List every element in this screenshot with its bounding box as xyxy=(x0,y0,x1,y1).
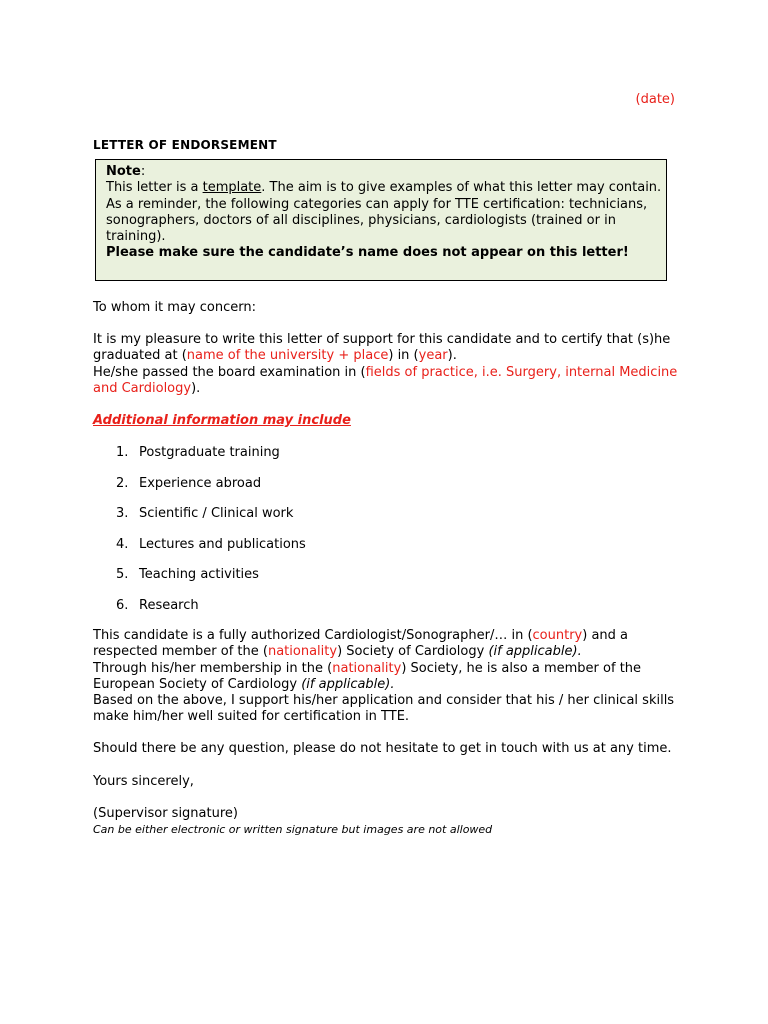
list-text: Research xyxy=(139,598,199,613)
note-label-line xyxy=(106,164,661,180)
year-placeholder: year xyxy=(418,348,448,364)
list-number: 2. xyxy=(116,476,129,491)
template-link: template xyxy=(202,180,262,196)
university-placeholder: name of the university + place xyxy=(186,348,389,364)
p2-c-post: ) Society, he is also a member of the xyxy=(401,660,642,676)
note-line-3: sonographers, doctors of all disciplines, physicians, cardiologists (trained or in xyxy=(106,212,616,228)
list-item xyxy=(116,537,306,552)
list-text: Lectures and publications xyxy=(139,537,306,552)
note-line-1-post: . The aim is to give examples of what this letter may contain. xyxy=(261,180,662,196)
p1-c-pre: He/she passed the board examination in ( xyxy=(93,364,366,380)
note-label: Note xyxy=(106,164,141,179)
note-content xyxy=(106,164,661,262)
list-number: 4. xyxy=(116,537,129,552)
list-item xyxy=(116,567,259,582)
if-applicable-note: (if applicable). xyxy=(488,644,582,660)
paragraph-2-line-d xyxy=(93,677,674,693)
list-number: 5. xyxy=(116,567,129,582)
paragraph-1-line-b xyxy=(93,348,677,364)
list-text: Teaching activities xyxy=(139,567,259,582)
paragraph-2-line-f: make him/her well suited for certification in TTE. xyxy=(93,709,410,725)
country-placeholder: country xyxy=(532,628,583,643)
paragraph-2-line-a xyxy=(93,628,674,644)
paragraph-1-line-d xyxy=(93,381,677,397)
additional-info-heading: Additional information may include xyxy=(93,413,351,428)
list-number: 3. xyxy=(116,506,129,521)
fields-placeholder: fields of practice, i.e. Surgery, internal Medicine xyxy=(365,364,678,380)
p2-a-post: ) and a xyxy=(582,628,629,643)
p2-b-mid: ) Society of Cardiology xyxy=(337,644,489,660)
note-colon: : xyxy=(140,164,146,179)
list-item xyxy=(116,476,261,491)
paragraph-2 xyxy=(93,628,674,726)
list-item xyxy=(116,445,280,460)
list-text: Experience abroad xyxy=(139,476,262,491)
list-number: 6. xyxy=(116,598,129,613)
list-text: Postgraduate training xyxy=(139,445,280,460)
list-item xyxy=(116,598,199,613)
p1-b-mid: ) in ( xyxy=(388,348,419,364)
signature-placeholder: (Supervisor signature) xyxy=(93,806,238,821)
if-applicable-note: (if applicable). xyxy=(301,676,395,692)
paragraph-3: Should there be any question, please do not hesitate to get in touch with us at any time. xyxy=(93,741,672,756)
p2-c-pre: Through his/her membership in the ( xyxy=(93,660,333,676)
nationality-placeholder: nationality xyxy=(332,660,402,676)
note-line-4: training). xyxy=(106,229,166,245)
paragraph-1-line-a: It is my pleasure to write this letter of support for this candidate and to certify that (s)he xyxy=(93,332,671,347)
paragraph-2-line-b xyxy=(93,644,674,660)
p1-d-post: ). xyxy=(191,380,201,396)
paragraph-2-line-c xyxy=(93,661,674,677)
note-line-2: As a reminder, the following categories can apply for TTE certification: technicians, xyxy=(106,196,648,212)
letter-title: LETTER OF ENDORSEMENT xyxy=(93,138,277,152)
p1-b-pre: graduated at ( xyxy=(93,348,187,364)
note-box xyxy=(95,159,667,281)
fields-placeholder-cont: and Cardiology xyxy=(93,380,192,396)
p1-b-post: ). xyxy=(447,348,457,364)
paragraph-1-line-c xyxy=(93,365,677,381)
note-warning: Please make sure the candidate’s name does not appear on this letter! xyxy=(106,245,629,261)
list-number: 1. xyxy=(116,445,129,460)
paragraph-2-line-e: Based on the above, I support his/her application and consider that his / her clinical skills xyxy=(93,693,675,709)
list-item xyxy=(116,506,293,521)
date-placeholder: (date) xyxy=(635,92,675,107)
nationality-placeholder: nationality xyxy=(267,644,338,660)
list-text: Scientific / Clinical work xyxy=(139,506,294,521)
signature-note: Can be either electronic or written signature but images are not allowed xyxy=(93,823,493,836)
note-line-1-pre: This letter is a xyxy=(106,180,203,196)
closing: Yours sincerely, xyxy=(93,774,194,789)
note-line-1 xyxy=(106,180,661,196)
p2-a-pre: This candidate is a fully authorized Cardiologist/Sonographer/… in ( xyxy=(93,628,533,643)
p2-d-pre: European Society of Cardiology xyxy=(93,676,302,692)
salutation: To whom it may concern: xyxy=(93,300,256,315)
p2-b-pre: respected member of the ( xyxy=(93,644,268,660)
paragraph-1 xyxy=(93,332,677,397)
